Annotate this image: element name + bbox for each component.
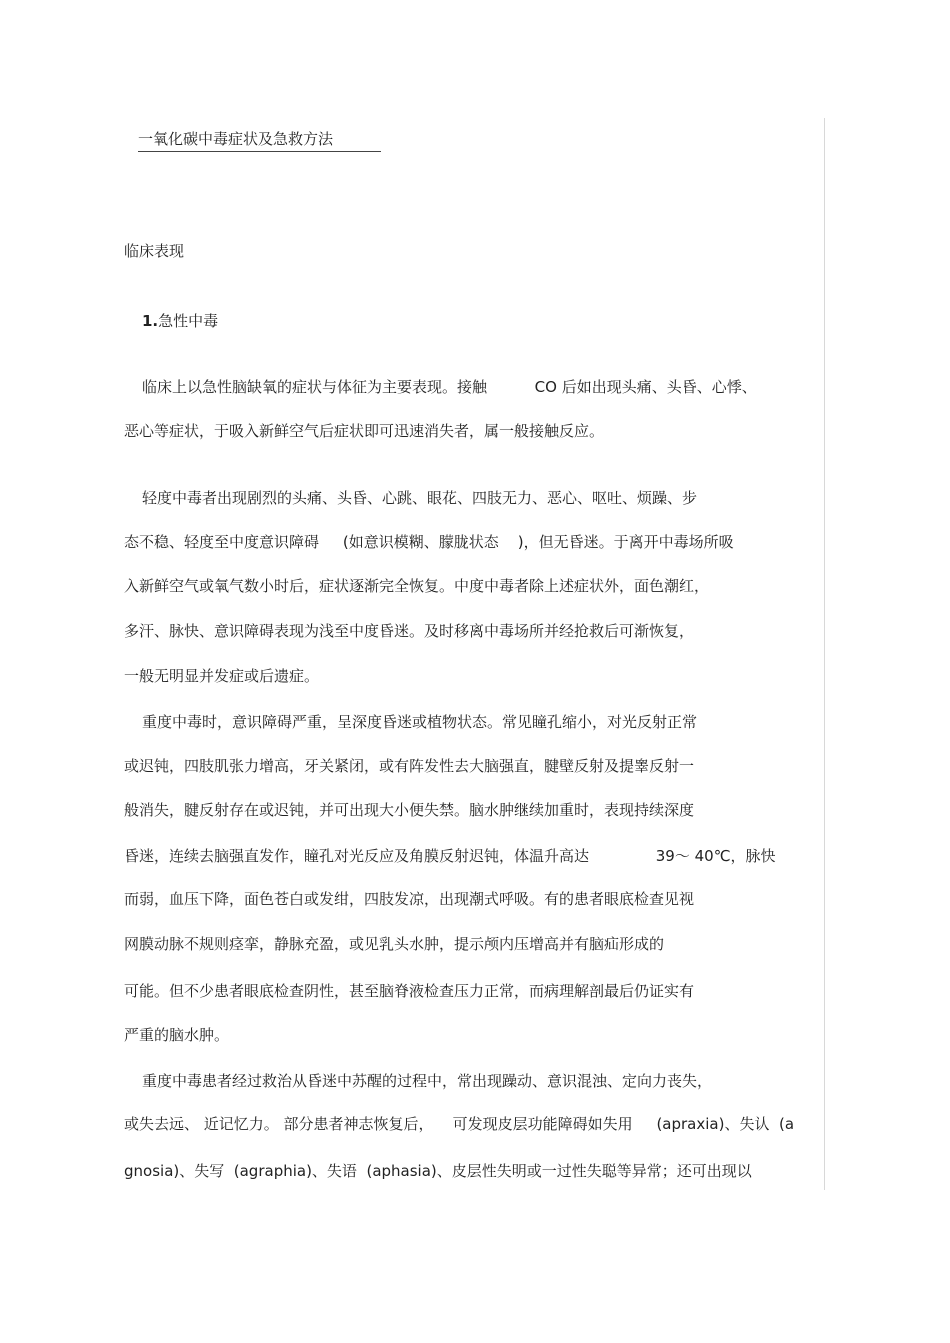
body-line: 或失去远、 近记忆力。 部分患者神志恢复后， 可发现皮层功能障碍如失用 (apraxia)、失认 (a [124, 1115, 795, 1133]
subsection-number: 1. [142, 312, 159, 330]
body-line: 网膜动脉不规则痉挛，静脉充盈，或见乳头水肿，提示颅内压增高并有脑疝形成的 [124, 935, 665, 953]
body-line: 态不稳、轻度至中度意识障碍 (如意识模糊、朦胧状态 )，但无昏迷。于离开中毒场所吸 [124, 533, 734, 551]
subsection-title: 急性中毒 [158, 312, 219, 330]
body-line: 重度中毒患者经过救治从昏迷中苏醒的过程中，常出现躁动、意识混浊、定向力丧失， [142, 1072, 713, 1090]
body-line: gnosia)、失写 (agraphia)、失语 (aphasia)、皮层性失明或一过性失聪等异常；还可出现以 [124, 1162, 752, 1180]
body-line: 而弱，血压下降，面色苍白或发绀，四肢发凉，出现潮式呼吸。有的患者眼底检查见视 [124, 890, 695, 908]
document-title: 一氧化碳中毒症状及急救方法 [138, 128, 381, 152]
subsection-heading [142, 310, 218, 332]
body-line: 临床上以急性脑缺氧的症状与体征为主要表现。接触 CO 后如出现头痛、头昏、心悸、 [142, 378, 757, 396]
body-line: 可能。但不少患者眼底检查阴性，甚至脑脊液检查压力正常，而病理解剖最后仍证实有 [124, 982, 695, 1000]
body-line: 严重的脑水肿。 [124, 1026, 230, 1044]
body-line: 昏迷，连续去脑强直发作，瞳孔对光反应及角膜反射迟钝，体温升高达 39～ 40℃，脉快 [124, 847, 776, 865]
body-line: 多汗、脉快、意识障碍表现为浅至中度昏迷。及时移离中毒场所并经抢救后可渐恢复， [124, 622, 695, 640]
body-line: 般消失，腱反射存在或迟钝，并可出现大小便失禁。脑水肿继续加重时，表现持续深度 [124, 801, 695, 819]
body-line: 或迟钝，四肢肌张力增高，牙关紧闭，或有阵发性去大脑强直，腱壁反射及提睾反射一 [124, 757, 695, 775]
body-line: 轻度中毒者出现剧烈的头痛、头昏、心跳、眼花、四肢无力、恶心、呕吐、烦躁、步 [142, 489, 698, 507]
section-heading: 临床表现 [124, 242, 185, 260]
page-edge-rule [824, 118, 825, 1190]
body-line: 重度中毒时，意识障碍严重，呈深度昏迷或植物状态。常见瞳孔缩小，对光反射正常 [142, 713, 698, 731]
body-line: 恶心等症状，于吸入新鲜空气后症状即可迅速消失者，属一般接触反应。 [124, 422, 605, 440]
body-line: 一般无明显并发症或后遗症。 [124, 667, 320, 685]
body-line: 入新鲜空气或氧气数小时后，症状逐渐完全恢复。中度中毒者除上述症状外，面色潮红， [124, 577, 710, 595]
